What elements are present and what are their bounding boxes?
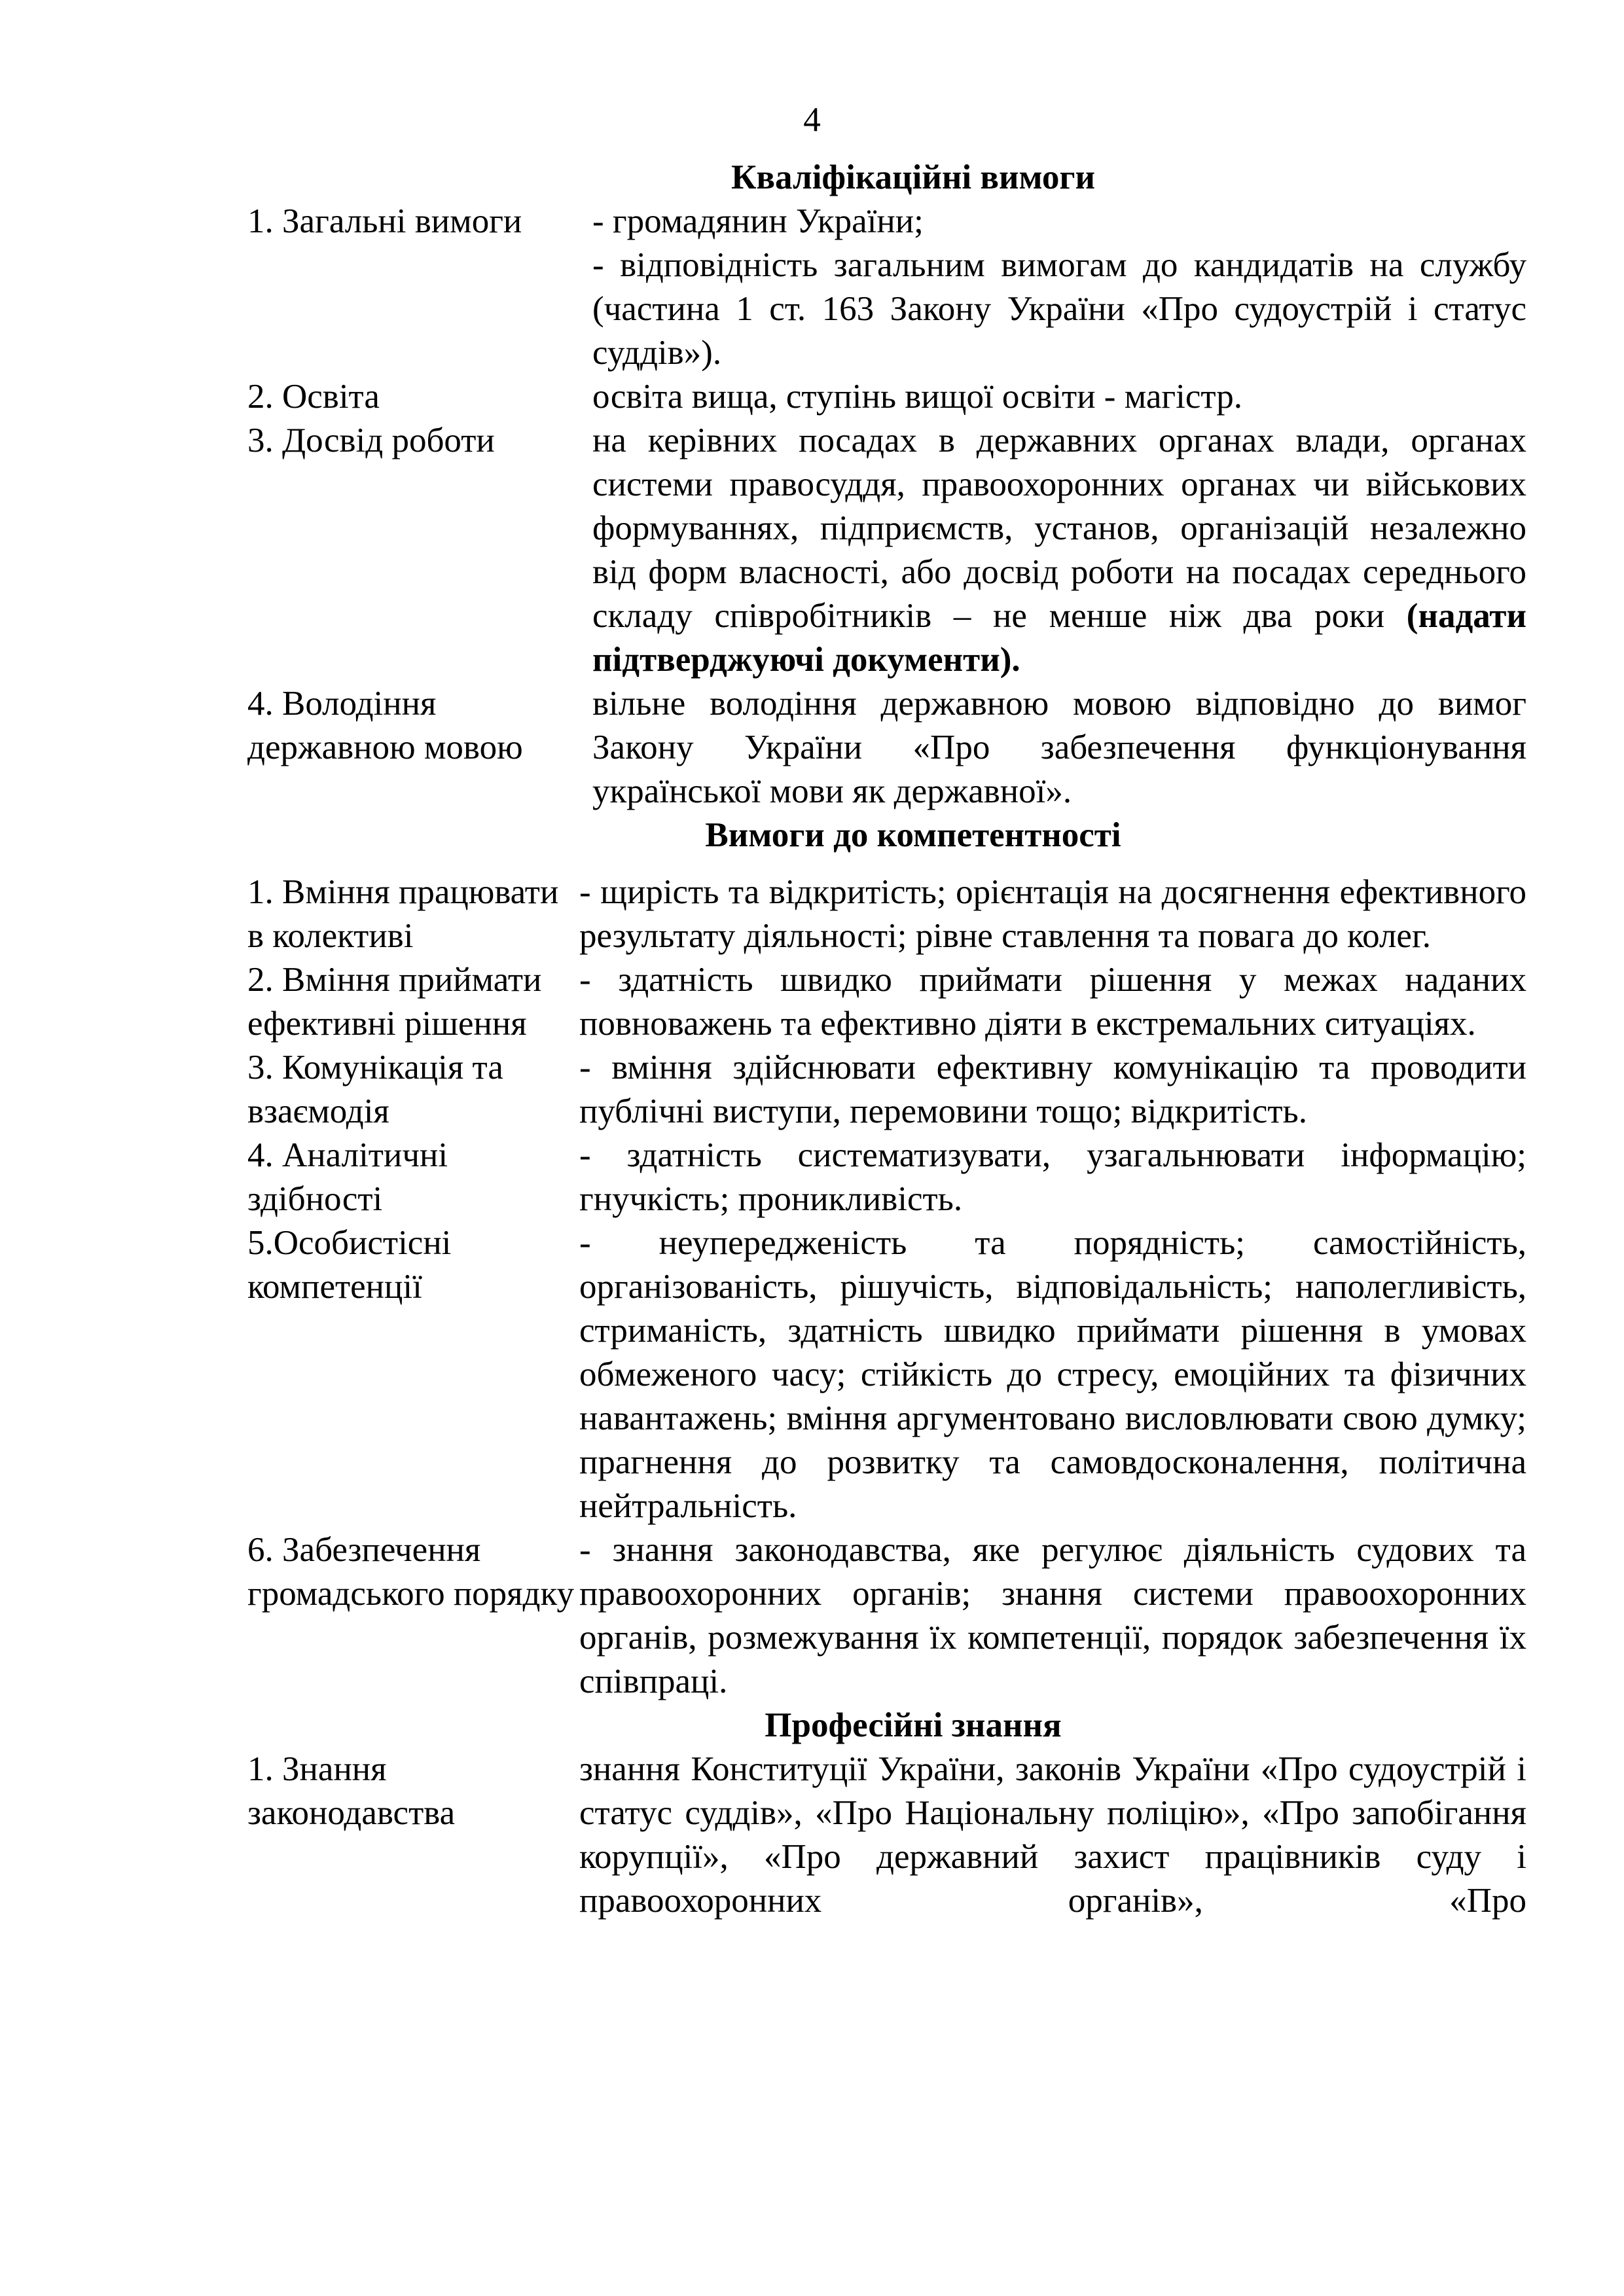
experience-note-bold: (надати підтверджуючі документи). [592,597,1526,679]
competency-paragraph: - знання законодавства, яке регулює діяльність судових та правоохоронних органів; знання системи правоохоронних органів, розмежування їх компетенції, порядок забезпечення їх співпраці. [579,1531,1526,1700]
competency-paragraph: - щирість та відкритість; орієнтація на досягнення ефективного результату діяльності; рівне ставлення та повага до колег. [579,873,1526,955]
competency-label: 1. Вміння працювати в колективі [247,873,559,955]
requirement-label: 3. Досвід роботи [247,422,495,459]
competency-value [579,1134,1526,1221]
competency-row-personal [247,1221,1526,1528]
competency-value [579,1046,1526,1134]
requirement-paragraph: вільне володіння державною мовою відповідно до вимог Закону України «Про забезпечення функціонування української мови як державної». [592,685,1526,810]
page-number: 4 [803,101,821,139]
competency-row-public-order [247,1528,1526,1704]
competency-paragraph: - неупередженість та порядність; самостійність, організованість, рішучість, відповідальність; наполегливість, стриманість, здатність швидко приймати рішення в умовах обмеженого часу; стійкість до стресу, емоційних та фізичних навантажень; вміння аргументовано висловлювати свою думку; прагнення до розвитку та самовдосконалення, політична нейтральність. [579,1224,1526,1525]
document-body [247,156,1526,1923]
competency-paragraph: - здатність швидко приймати рішення у межах наданих повноважень та ефективно діяти в екстремальних ситуаціях. [579,961,1526,1043]
competency-row-decisions [247,958,1526,1046]
requirement-value [592,682,1526,814]
competency-label: 3. Комунікація та взаємодія [247,1049,503,1130]
requirement-row-general [247,200,1526,375]
competency-value [579,1221,1526,1528]
requirement-row-language [247,682,1526,814]
competency-value [579,1528,1526,1704]
section-title-qualification: Кваліфікаційні вимоги [731,158,1096,196]
competency-row-analytical [247,1134,1526,1221]
knowledge-label: 1. Знання законодавства [247,1750,456,1832]
competency-value [579,958,1526,1046]
requirement-paragraph: - відповідність загальним вимогам до кандидатів на службу (частина 1 ст. 163 Закону України «Про судоустрій і статус суддів»). [592,246,1526,372]
knowledge-row-legislation [247,1748,1526,1923]
competency-paragraph: - вміння здійснювати ефективну комунікацію та проводити публічні виступи, перемовини тощо; відкритість. [579,1049,1526,1130]
competency-label: 2. Вміння приймати ефективні рішення [247,961,542,1043]
competency-row-communication [247,1046,1526,1134]
requirement-value [592,419,1526,682]
requirement-row-education [247,375,1526,419]
requirement-value [592,200,1526,375]
requirement-label: 2. Освіта [247,378,380,416]
requirement-row-experience [247,419,1526,682]
requirement-paragraph [592,419,1526,682]
competency-label: 4. Аналітичні здібності [247,1136,448,1218]
requirement-paragraph: - громадянин України; [592,202,924,240]
competency-value [579,870,1526,958]
requirement-label: 1. Загальні вимоги [247,202,522,240]
competency-label: 5.Особистісні компетенції [247,1224,452,1306]
section-title-competency: Вимоги до компетентності [705,816,1121,854]
requirement-value [592,375,1526,419]
competency-row-teamwork [247,870,1526,958]
requirement-paragraph: освіта вища, ступінь вищої освіти - магістр. [592,378,1242,416]
competency-label: 6. Забезпечення громадського порядку [247,1531,575,1613]
knowledge-value [579,1748,1526,1923]
knowledge-paragraph: знання Конституції України, законів України «Про судоустрій і статус суддів», «Про Національну поліцію», «Про запобігання корупції», «Про державний захист працівників суду і правоохоронних органів», «Про [579,1750,1526,1920]
experience-text: на керівних посадах в державних органах влади, органах системи правосуддя, правоохоронних органах чи військових формуваннях, підприємств, установ, організацій незалежно від форм власності, або досвід роботи на посадах середнього складу співробітників – не менше ніж два роки [592,422,1526,635]
requirement-label: 4. Володіння державною мовою [247,685,523,766]
competency-paragraph: - здатність систематизувати, узагальнювати інформацію; гнучкість; проникливість. [579,1136,1526,1218]
section-title-professional-knowledge: Професійні знання [765,1706,1062,1744]
